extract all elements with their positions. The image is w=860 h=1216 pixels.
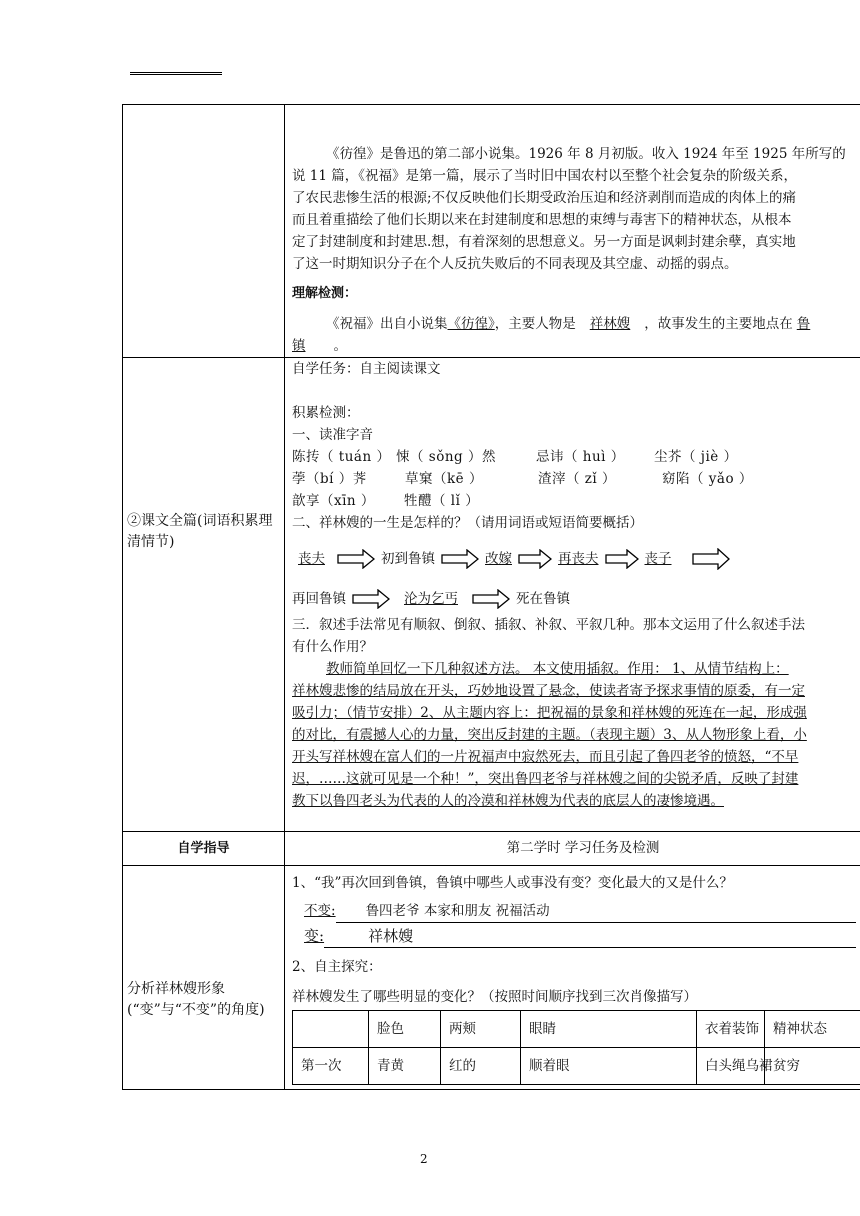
row-guide-label-cell — [123, 832, 285, 866]
pron-item: 牲醴（ lǐ ） — [404, 493, 480, 509]
flow-step: 死在鲁镇 — [516, 591, 570, 607]
answer-line: 教师简单回忆一下几种叙述方法。 本文使用插叙。作用： 1、从情节结构上： — [326, 661, 789, 677]
pronunciation-line — [292, 446, 860, 468]
intro-line: 说 11 篇，《祝福》是第一篇，展示了当时旧中国农村以至整个社会复杂的阶级关系， — [292, 168, 798, 184]
row-intro-label — [123, 105, 285, 358]
table-header-cell — [293, 1011, 369, 1048]
table-header-cell: 眼睛 — [521, 1011, 697, 1048]
flow-step: 丧夫 — [298, 551, 325, 567]
intro-line: 了这一时期知识分子在个人反抗失败后的不同表现及其空虚、动摇的弱点。 — [292, 256, 738, 272]
section-3-title-cont: 有什么作用？ — [292, 639, 373, 655]
question-1: 1、“我”再次回到鲁镇，鲁镇中哪些人或事没有变？变化最大的又是什么？ — [292, 875, 733, 891]
question-2-desc: 祥林嫂发生了哪些明显的变化？（按照时间顺序找到三次肖像描写） — [292, 989, 697, 1005]
table-row — [293, 1048, 860, 1085]
portrait-table-header — [293, 1011, 860, 1048]
row-analysis-content — [285, 866, 860, 1090]
table-header-cell: 脸色 — [369, 1011, 441, 1048]
changed-label: 变: — [304, 927, 325, 945]
pron-item: 悚（ sǒng ）然 — [396, 449, 496, 465]
changed-value: 祥林嫂 — [324, 925, 856, 948]
q-end: 。 — [333, 338, 347, 354]
pron-item: 窈陷（ yǎo ） — [662, 471, 753, 487]
unchanged-label: 不变: — [304, 903, 336, 919]
pron-item: 忌讳（ huì ） — [536, 449, 625, 465]
row-full-text-label-cell — [123, 358, 285, 832]
arrow-right-icon — [692, 548, 730, 570]
pron-item: 渣滓（ zǐ ） — [538, 471, 617, 487]
lesson-table — [122, 104, 860, 1090]
life-flow-2 — [292, 584, 860, 614]
table-cell: 顺着眼 — [521, 1048, 697, 1085]
flow-step: 改嫁 — [485, 551, 512, 567]
page-number: 2 — [420, 1152, 428, 1166]
table-cell: 第一次 — [293, 1048, 369, 1085]
section-title: 第二学时 学习任务及检测 — [506, 840, 660, 856]
arrow-right-icon — [441, 549, 479, 569]
q-text: ，主要人物是 — [494, 316, 576, 332]
answer-character: 祥林嫂 — [589, 316, 631, 332]
answer-place-cont: 镇 — [292, 338, 306, 354]
row-guide-title-cell — [285, 832, 860, 866]
answer-line: 的对比，有震撼人心的力量，突出反封建的主题。（表现主题）3、从人物形象上看，小 — [292, 727, 807, 743]
q-text: 《祝福》出自小说集 — [326, 316, 448, 332]
pronunciation-line — [292, 490, 860, 512]
row-label: 分析祥林嫂形象(“变”与“不变”的角度) — [127, 981, 265, 1018]
row-full-text — [123, 358, 860, 832]
table-header-cell: 两颊 — [441, 1011, 521, 1048]
flow-step: 再回鲁镇 — [292, 591, 346, 607]
header-rule — [130, 72, 222, 75]
arrow-right-icon — [352, 589, 390, 609]
row-intro-content — [285, 105, 860, 358]
answer-place: 鲁 — [796, 316, 811, 332]
row-guide-header — [123, 832, 860, 866]
table-cell: 青黄 — [369, 1048, 441, 1085]
life-flow-1 — [292, 544, 860, 574]
answer-collection: 《彷徨》 — [447, 316, 495, 332]
arrow-right-icon — [605, 549, 639, 569]
comprehension-question-cont — [292, 335, 860, 357]
answer-line: 开头写祥林嫂在富人们的一片祝福声中寂然死去，而且引起了鲁四老爷的愤怒，“不早 — [292, 749, 799, 765]
arrow-right-icon — [337, 549, 375, 569]
answer-line: 吸引力；（情节安排）2、从主题内容上：把祝福的景象和祥林嫂的死连在一起，形成强 — [292, 705, 807, 721]
intro-line: 定了封建制度和封建思.想，有着深刻的思想意义。另一方面是讽刺封建余孽，真实地 — [292, 234, 796, 250]
intro-line: 了农民悲惨生活的根源;不仅反映他们长期受政治压迫和经济剥削而造成的肉体上的痛 — [292, 190, 797, 206]
pron-item: 陈抟（ tuán ） — [292, 449, 391, 465]
flow-step: 丧子 — [644, 551, 672, 567]
portrait-table — [292, 1010, 860, 1085]
check-title: 理解检测： — [292, 286, 358, 301]
table-cell: 白头绳乌裙 — [697, 1048, 765, 1085]
q-text: ，故事发生的主要地点在 — [644, 316, 793, 332]
table-header-cell: 精神状态 — [765, 1011, 860, 1048]
pron-item: 尘芥（ jiè ） — [654, 449, 738, 465]
row-label: ②课文全篇(词语积累理清情节) — [127, 513, 273, 550]
intro-line: 而且着重描绘了他们长期以来在封建制度和思想的束缚与毒害下的精神状态，从根本 — [292, 212, 792, 228]
row-label: 自学指导 — [177, 841, 230, 856]
intro-line: 《彷徨》是鲁迅的第二部小说集。1926 年 8 月初版。收入 1924 年至 1925 年所写的 — [326, 146, 846, 162]
table-cell: 红的 — [441, 1048, 521, 1085]
task-text: 自学任务：自主阅读课文 — [292, 361, 441, 377]
answer-line: 教下以鲁四老头为代表的人的冷漠和祥林嫂为代表的底层人的凄惨境遇。 — [292, 793, 724, 809]
pron-item: 草窠（kē ） — [405, 471, 483, 487]
arrow-right-icon — [518, 549, 552, 569]
row-analysis-label-cell — [123, 866, 285, 1090]
check-text: 积累检测： — [292, 405, 360, 421]
answer-line: 祥林嫂悲惨的结局放在开头，巧妙地设置了悬念，使读者寄予探求事情的原委，有一定 — [292, 683, 805, 699]
pron-item: 荸（bí ）荠 — [292, 471, 367, 487]
answer-line: 迟，……这就可见是一个种！”，突出鲁四老爷与祥林嫂之间的尖锐矛盾，反映了封建 — [292, 771, 799, 787]
section-2-title: 二、祥林嫂的一生是怎样的？（请用词语或短语简要概括） — [292, 515, 643, 531]
flow-step: 再丧夫 — [558, 551, 599, 567]
row-full-text-content — [285, 358, 860, 832]
row-analysis — [123, 866, 860, 1090]
pron-item: 歆享（xīn ） — [292, 493, 375, 509]
arrow-right-icon — [472, 589, 510, 609]
table-cell: 贫穷 — [765, 1048, 860, 1085]
unchanged-value: 鲁四老爷 本家和朋友 祝福活动 — [336, 900, 856, 923]
pronunciation-line — [292, 468, 860, 490]
comprehension-question — [292, 313, 860, 335]
table-header-cell: 衣着装饰 — [697, 1011, 765, 1048]
flow-step: 沦为乞丐 — [404, 591, 458, 607]
flow-step: 初到鲁镇 — [381, 551, 435, 567]
section-1-title: 一、读准字音 — [292, 427, 373, 443]
section-3-title: 三．叙述手法常见有顺叙、倒叙、插叙、补叙、平叙几种。那本文运用了什么叙述手法 — [292, 617, 805, 633]
row-intro — [123, 105, 860, 358]
unchanged-row — [292, 900, 860, 923]
changed-row — [292, 925, 860, 948]
question-2: 2、自主探究： — [292, 959, 382, 975]
